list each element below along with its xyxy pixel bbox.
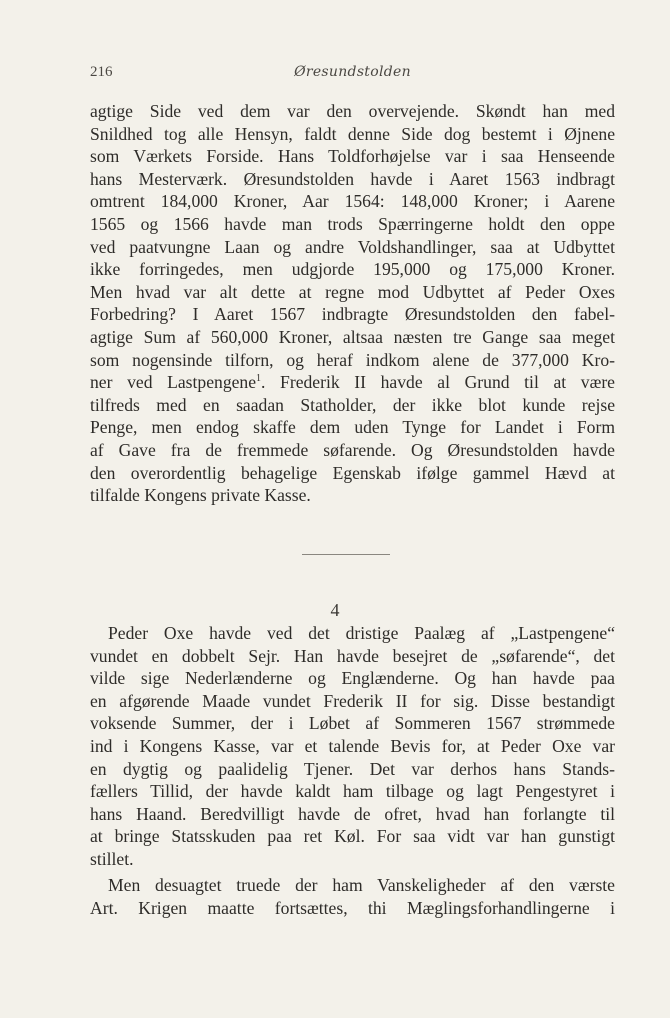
text-line: Men hvad var alt dette at regne mod Udbyttet af Peder Oxes [90,281,615,302]
text-line: hans Mesterværk. Øresundstolden havde i Aaret 1563 indbragt [90,168,615,189]
text-line: vilde sige Nederlænderne og Englænderne. Og han havde paa [90,668,615,689]
text-line: Snildhed tog alle Hensyn, faldt denne Side dog bestemt i Øjnene [90,123,615,144]
section-number: 4 [330,600,340,620]
page-header [90,64,615,86]
text-line: Penge, men endog skaffe dem uden Tynge for Landet i Form [90,417,615,438]
text-line: ind i Kongens Kasse, var et talende Bevis for, at Peder Oxe var [90,735,615,756]
text-line: en afgørende Maade vundet Frederik II for sig. Disse bestandigt [90,690,615,711]
text-line: tilfreds med en saadan Statholder, der ikke blot kunde rejse [90,394,615,415]
page-number: 216 [90,64,113,80]
text-line: vundet en dobbelt Sejr. Han havde besejret de „søfarende“, det [90,645,615,666]
text-line: Art. Krigen maatte fortsættes, thi Mæglingsforhandlingerne i [90,897,615,918]
text-line: at bringe Statsskuden paa ret Køl. For saa vidt var han gunstigt [90,826,615,847]
text-line: fællers Tillid, der havde kaldt ham tilbage og lagt Pengestyret i [90,781,615,802]
text-line: agtige Side ved dem var den overvejende. Skøndt han med [90,101,615,121]
text-line: en dygtig og paalidelig Tjener. Det var derhos hans Stands- [90,758,615,779]
text-line: som Værkets Forside. Hans Toldforhøjelse var i saa Henseende [90,146,615,167]
text-line: som nogensinde tilforn, og heraf indkom alene de 377,000 Kro- [90,349,615,370]
paragraph-1 [90,100,615,507]
text-line: hans Haand. Beredvilligt havde de ofret, hvad han forlangte til [90,803,615,824]
text-line: 1565 og 1566 havde man trods Spærringerne holdt den oppe [90,213,615,234]
running-title: Øresundstolden [294,64,411,80]
text-line: af Gave fra de fremmede søfarende. Og Øresundstolden havde [90,439,615,460]
text-line: den overordentlig behagelige Egenskab ifølge gammel Hævd at [90,462,615,483]
text-line: Men desuagtet truede der ham Vanskeligheder af den værste [108,875,615,895]
text-line: tilfalde Kongens private Kasse. [90,485,311,506]
line-tail: . Frederik II havde al Grund til at være [261,372,615,393]
text-line: omtrent 184,000 Kroner, Aar 1564: 148,000 Kroner; i Aarene [90,191,615,212]
text-line: voksende Summer, der i Løbet af Sommeren 1567 strømmede [90,713,615,734]
text-line: stillet. [90,848,134,869]
text-line: ikke forringedes, men udgjorde 195,000 og 175,000 Kroner. [90,259,615,280]
paragraph-3 [90,874,615,919]
text-line-with-footnote [90,371,615,394]
text-line: Peder Oxe havde ved det dristige Paalæg af „Lastpengene“ [108,623,615,643]
line-head: ner ved Lastpengene [90,372,257,393]
footnote-marker[interactable]: 1 [256,373,262,385]
text-line: ved paatvungne Laan og andre Voldshandlinger, saa at Udbyttet [90,236,615,257]
section-divider [302,554,390,555]
text-line: Forbedring? I Aaret 1567 indbragte Øresundstolden den fabel- [90,304,615,325]
text-line: agtige Sum af 560,000 Kroner, altsaa næsten tre Gange saa meget [90,326,615,347]
paragraph-2 [90,622,615,871]
